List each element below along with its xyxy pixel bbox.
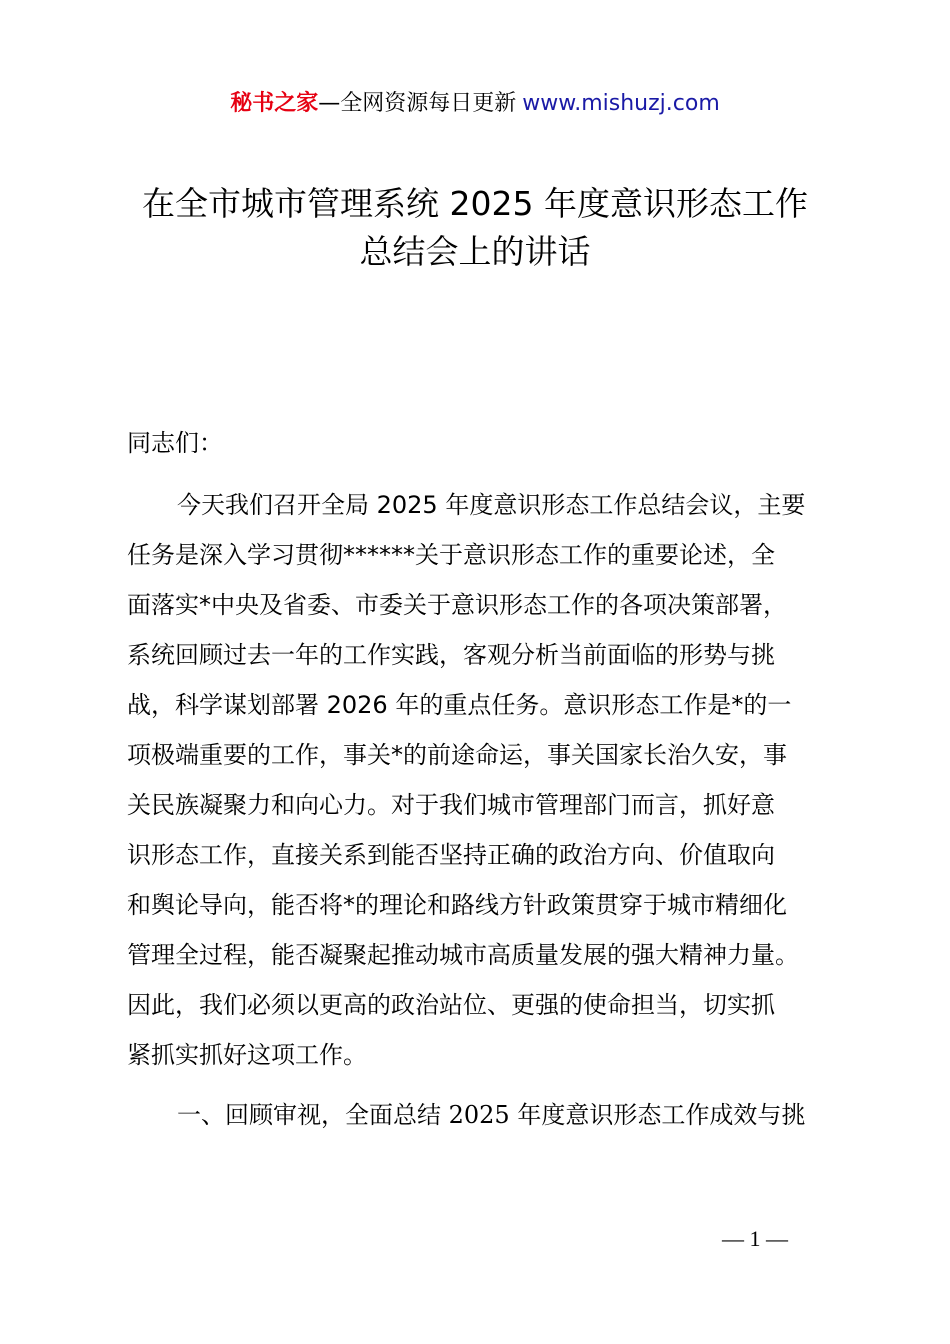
paragraph-line: 关民族凝聚力和向心力。对于我们城市管理部门而言，抓好意 xyxy=(127,791,775,819)
document-title xyxy=(60,180,890,276)
site-header xyxy=(0,86,950,122)
paragraph-line: 战，科学谋划部署 2026 年的重点任务。意识形态工作是*的一 xyxy=(127,691,792,719)
brand-name: 秘书之家 xyxy=(230,91,319,116)
paragraph-line: 管理全过程，能否凝聚起推动城市高质量发展的强大精神力量。 xyxy=(127,941,799,969)
paragraph-line: 项极端重要的工作，事关*的前途命运，事关国家长治久安，事 xyxy=(127,741,787,769)
paragraph-line: 因此，我们必须以更高的政治站位、更强的使命担当，切实抓 xyxy=(127,991,775,1019)
paragraph-line: 今天我们召开全局 2025 年度意识形态工作总结会议，主要 xyxy=(177,491,806,519)
site-url-link[interactable]: www.mishuzj.com xyxy=(522,91,720,116)
header-slogan: —全网资源每日更新 xyxy=(318,91,517,116)
section-heading: 一、回顾审视，全面总结 2025 年度意识形态工作成效与挑 xyxy=(177,1101,806,1129)
opening-paragraph xyxy=(127,480,839,1080)
paragraph-line: 任务是深入学习贯彻******关于意识形态工作的重要论述，全 xyxy=(127,541,775,569)
paragraph-line: 面落实*中央及省委、市委关于意识形态工作的各项决策部署， xyxy=(127,591,787,619)
title-line-1: 在全市城市管理系统 2025 年度意识形态工作 xyxy=(142,184,808,223)
paragraph-line: 识形态工作，直接关系到能否坚持正确的政治方向、价值取向 xyxy=(127,841,775,869)
paragraph-line: 紧抓实抓好这项工作。 xyxy=(127,1041,367,1069)
paragraph-line: 系统回顾过去一年的工作实践，客观分析当前面临的形势与挑 xyxy=(127,641,775,669)
page-number: — 1 — xyxy=(722,1226,788,1251)
paragraph-line: 和舆论导向，能否将*的理论和路线方针政策贯穿于城市精细化 xyxy=(127,891,787,919)
title-line-2: 总结会上的讲话 xyxy=(359,232,591,271)
greeting: 同志们： xyxy=(127,429,223,457)
